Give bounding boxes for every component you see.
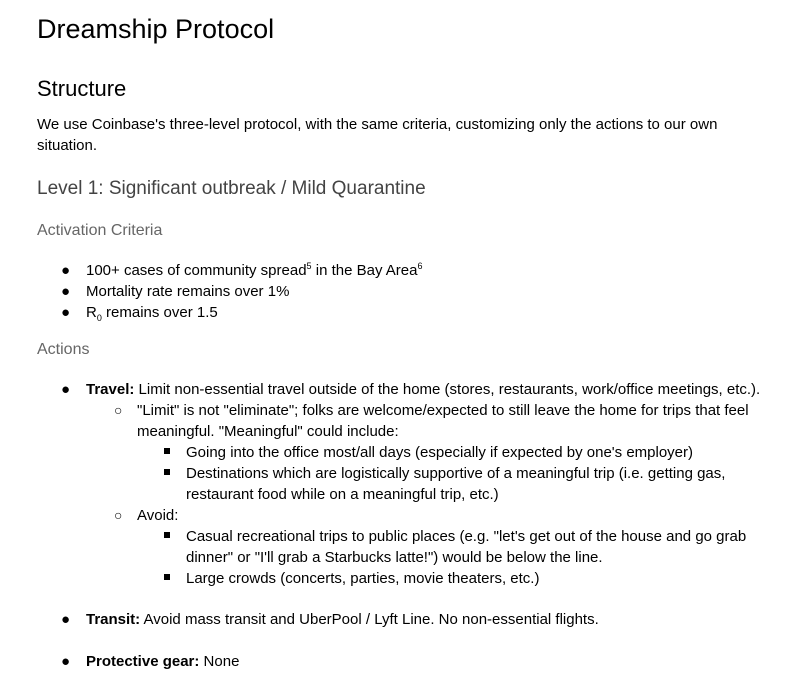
avoid-item-1-line2: dinner" or "I'll grab a Starbucks latte!") would be below the line.	[186, 549, 603, 566]
square-bullet-icon	[164, 574, 170, 580]
square-bullet-icon	[164, 532, 170, 538]
gear-label: Protective gear:	[86, 653, 200, 670]
sub-item-avoid: Avoid:	[137, 507, 179, 524]
footnote-5[interactable]: 5	[306, 261, 312, 271]
bullet-icon: ●	[61, 611, 71, 628]
heading-level1: Level 1: Significant outbreak / Mild Quarantine	[37, 178, 426, 199]
bullet-icon: ●	[61, 262, 71, 279]
heading-actions: Actions	[37, 341, 90, 358]
subscript: 0	[96, 313, 102, 323]
list-item	[86, 302, 218, 323]
heading-structure: Structure	[37, 76, 127, 101]
list-item-transit	[86, 609, 599, 630]
bullet-icon: ●	[61, 283, 71, 300]
circle-bullet-icon: ○	[114, 402, 123, 418]
travel-label: Travel:	[86, 381, 135, 398]
circle-bullet-icon: ○	[114, 507, 123, 523]
gear-text: None	[199, 653, 240, 670]
meaningful-item-2-line2: restaurant food while on a meaningful trip, etc.)	[186, 486, 499, 503]
heading-activation-criteria: Activation Criteria	[37, 222, 163, 239]
sub-item-limit-line1: "Limit" is not "eliminate"; folks are welcome/expected to still leave the home for trips that feel	[137, 402, 749, 419]
bullet-icon: ●	[61, 304, 71, 321]
criteria-text: remains over 1.5	[101, 304, 218, 321]
list-item: Mortality rate remains over 1%	[86, 283, 290, 300]
structure-paragraph-line1: We use Coinbase's three-level protocol, with the same criteria, customizing only the actions to our own	[37, 116, 718, 133]
meaningful-item-1: Going into the office most/all days (especially if expected by one's employer)	[186, 444, 694, 461]
list-item-travel	[86, 379, 760, 400]
bullet-icon: ●	[61, 381, 71, 398]
criteria-text: in the Bay Area	[311, 262, 418, 279]
square-bullet-icon	[164, 448, 170, 454]
transit-text: Avoid mass transit and UberPool / Lyft Line. No non-essential flights.	[140, 611, 599, 628]
square-bullet-icon	[164, 469, 170, 475]
list-item-protective-gear	[86, 651, 239, 672]
footnote-6[interactable]: 6	[417, 261, 423, 271]
document-title: Dreamship Protocol	[37, 14, 275, 44]
criteria-text: 100+ cases of community spread	[86, 262, 307, 279]
travel-text: Limit non-essential travel outside of the home (stores, restaurants, work/office meetings, etc.).	[134, 381, 761, 398]
sub-item-limit-line2: meaningful. "Meaningful" could include:	[137, 423, 399, 440]
list-item	[86, 260, 422, 281]
avoid-item-1-line1: Casual recreational trips to public places (e.g. "let's get out of the house and go grab	[186, 528, 747, 545]
bullet-icon: ●	[61, 653, 71, 670]
structure-paragraph-line2: situation.	[37, 137, 98, 154]
criteria-text: R	[86, 304, 97, 321]
meaningful-item-2-line1: Destinations which are logistically supportive of a meaningful trip (i.e. getting gas,	[186, 465, 726, 482]
transit-label: Transit:	[86, 611, 141, 628]
avoid-item-2: Large crowds (concerts, parties, movie theaters, etc.)	[186, 570, 540, 587]
